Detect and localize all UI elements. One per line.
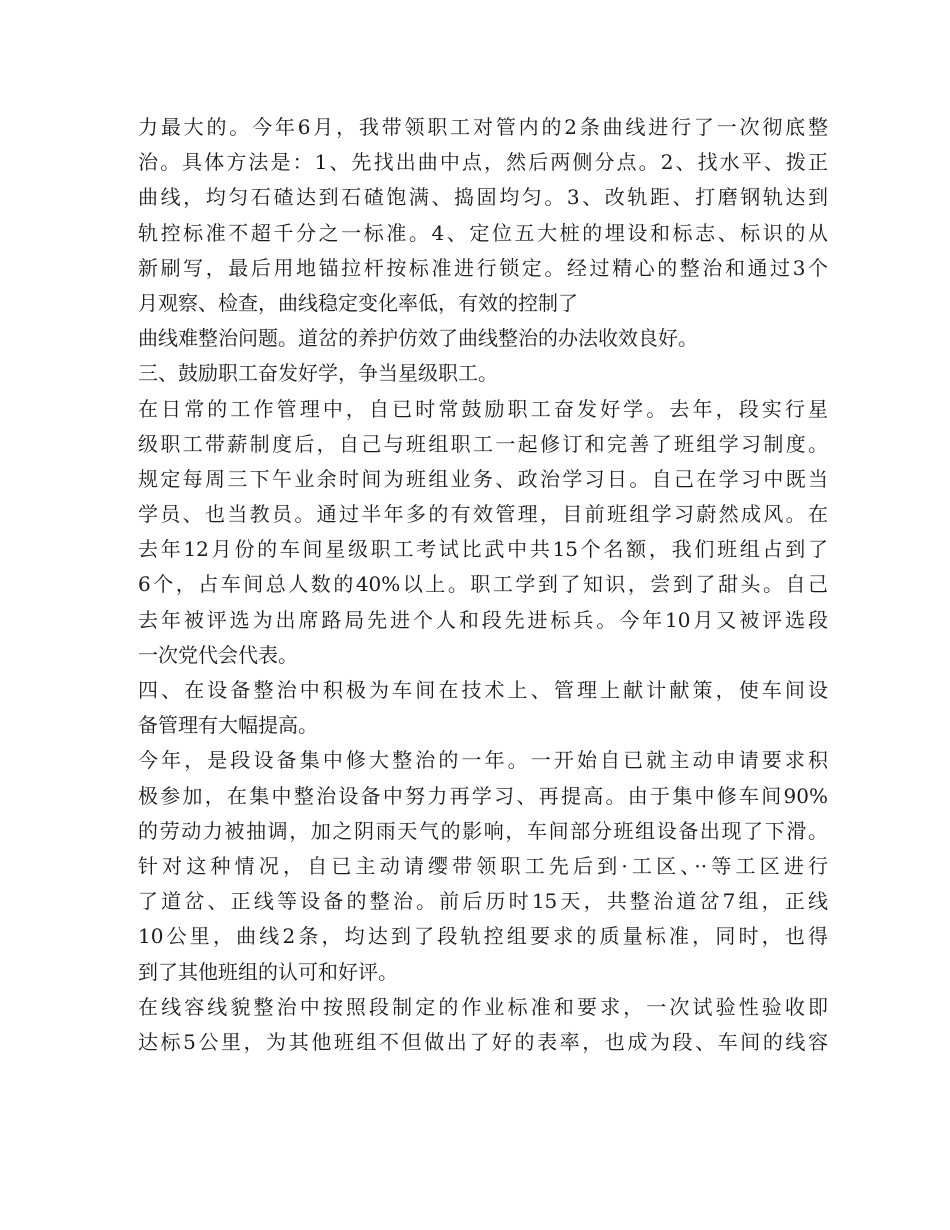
text-line: 曲线难整治问题。道岔的养护仿效了曲线整治的办法收效良好。 [138, 326, 698, 351]
text-line: 一次党代会代表。 [138, 642, 298, 667]
text-line: 曲线，均匀石碴达到石碴饱满、捣固均匀。3、改轨距、打磨钢轨达到 [138, 185, 828, 210]
text-line: 备管理有大幅提高。 [138, 713, 318, 738]
text-line: 新刷写，最后用地锚拉杆按标准进行锁定。经过精心的整治和通过3个 [138, 255, 828, 280]
text-line: 的劳动力被抽调，加之阴雨天气的影响，车间部分班组设备出现了下滑。 [138, 818, 828, 843]
text-line: 6个，占车间总人数的40%以上。职工学到了知识，尝到了甜头。自己 [138, 572, 828, 597]
text-line: 治。具体方法是：1、先找出曲中点，然后两侧分点。2、找水平、拨正 [138, 150, 828, 175]
text-line: 轨控标准不超千分之一标准。4、定位五大桩的埋设和标志、标识的从 [138, 220, 828, 245]
text-line: 月观察、检查，曲线稳定变化率低，有效的控制了 [138, 290, 578, 315]
text-line: 规定每周三下午业余时间为班组业务、政治学习日。自己在学习中既当 [138, 466, 828, 491]
text-line: 针对这种情况，自已主动请缨带领职工先后到·工区、··等工区进行 [138, 853, 828, 878]
text-line: 四、在设备整治中积极为车间在技术上、管理上献计献策，使车间设 [138, 678, 828, 702]
document-body [138, 110, 828, 1060]
text-line: 达标5公里，为其他班组不但做出了好的表率，也成为段、车间的线容 [138, 1029, 828, 1054]
text-line: 力最大的。今年6月，我带领职工对管内的2条曲线进行了一次彻底整 [138, 115, 828, 139]
text-line: 在日常的工作管理中，自已时常鼓励职工奋发好学。去年，段实行星 [138, 396, 828, 421]
text-line: 到了其他班组的认可和好评。 [138, 959, 398, 984]
text-line: 学员、也当教员。通过半年多的有效管理，目前班组学习蔚然成风。在 [138, 502, 828, 527]
text-line: 去年12月份的车间星级职工考试比武中共15个名额，我们班组占到了 [138, 537, 828, 562]
text-line: 今年，是段设备集中修大整治的一年。一开始自已就主动申请要求积 [138, 748, 828, 773]
text-line: 级职工带薪制度后，自己与班组职工一起修订和完善了班组学习制度。 [138, 431, 828, 456]
text-line: 了道岔、正线等设备的整治。前后历时15天，共整治道岔7组，正线 [138, 889, 828, 914]
text-line: 去年被评选为出席路局先进个人和段先进标兵。今年10月又被评选段 [138, 607, 828, 632]
text-line: 在线容线貌整治中按照段制定的作业标准和要求，一次试验性验收即 [138, 994, 828, 1019]
text-line: 极参加，在集中整治设备中努力再学习、再提高。由于集中修车间90% [138, 783, 828, 808]
text-line: 10公里，曲线2条，均达到了段轨控组要求的质量标准，同时，也得 [138, 924, 828, 949]
text-line: 三、鼓励职工奋发好学，争当星级职工。 [138, 361, 498, 386]
